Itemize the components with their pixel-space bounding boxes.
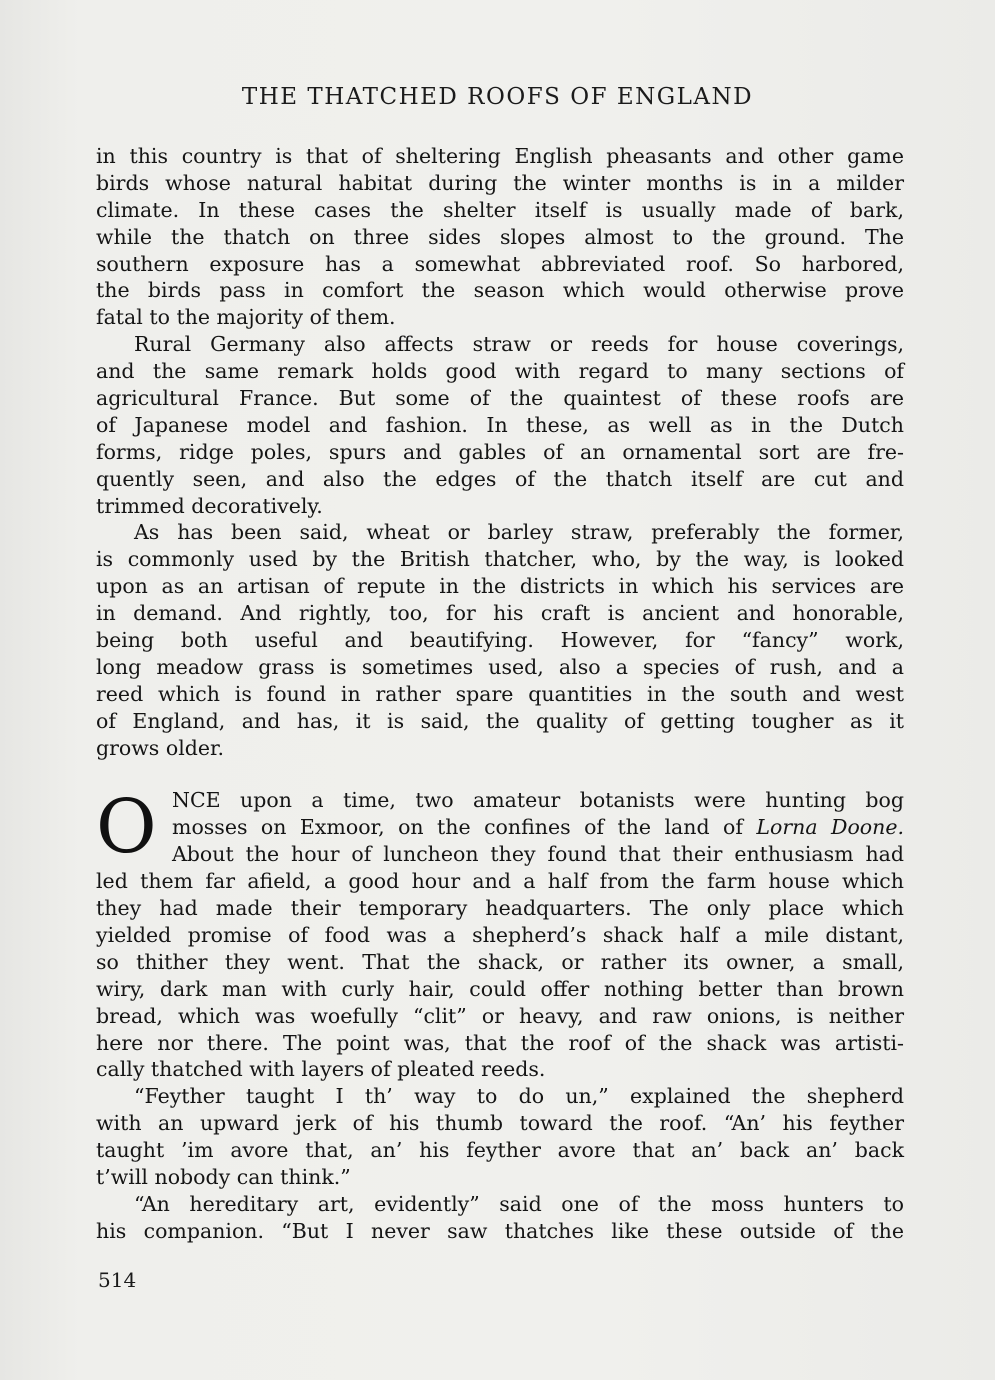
text-line: and the same remark holds good with regard to many sections of [96, 359, 904, 384]
text-line: long meadow grass is sometimes used, also a species of rush, and a [96, 654, 904, 679]
drop-cap: O [96, 784, 157, 870]
paragraph [96, 1083, 904, 1191]
running-head: THE THATCHED ROOFS OF ENGLAND [241, 84, 754, 110]
text-line: NCE upon a time, two amateur botanists were hunting bog [172, 788, 904, 813]
text-line: cally thatched with layers of pleated reeds. [96, 1057, 546, 1082]
text-line: birds whose natural habitat during the winter months is in a milder [96, 170, 904, 195]
text-line: southern exposure has a somewhat abbreviated roof. So harbored, [96, 251, 904, 276]
text-line: yielded promise of food was a shepherd’s shack half a mile distant, [96, 922, 904, 947]
text-line: bread, which was woefully “clit” or heavy, and raw onions, is neither [96, 1003, 904, 1028]
text-line: in demand. And rightly, too, for his craft is ancient and honorable, [96, 601, 904, 626]
text-line: upon as an artisan of repute in the districts in which his services are [96, 574, 904, 599]
text-line: trimmed decoratively. [96, 493, 323, 518]
text-line: taught ’im avore that, an’ his feyther avore that an’ back an’ back [96, 1138, 904, 1163]
paragraph [96, 331, 904, 519]
text-line: they had made their temporary headquarters. The only place which [96, 896, 904, 921]
text-line: of England, and has, it is said, the quality of getting tougher as it [96, 708, 904, 733]
page-number: 514 [98, 1268, 137, 1292]
text-line: in this country is that of sheltering English pheasants and other game [96, 144, 904, 168]
text-line: so thither they went. That the shack, or rather its owner, a small, [96, 949, 904, 974]
text-line: climate. In these cases the shelter itself is usually made of bark, [96, 197, 904, 222]
text-line: agricultural France. But some of the quaintest of these roofs are [96, 386, 904, 411]
text-line: quently seen, and also the edges of the thatch itself are cut and [96, 466, 904, 491]
text-line: being both useful and beautifying. However, for “fancy” work, [96, 628, 904, 653]
text-line: of Japanese model and fashion. In these, as well as in the Dutch [96, 412, 904, 437]
text-line: here nor there. The point was, that the roof of the shack was artisti- [96, 1030, 904, 1055]
text-line: Rural Germany also affects straw or reeds for house coverings, [134, 332, 904, 357]
text-line: with an upward jerk of his thumb toward the roof. “An’ his feyther [96, 1111, 904, 1136]
text-line: wiry, dark man with curly hair, could offer nothing better than brown [96, 976, 904, 1001]
text-line: is commonly used by the British thatcher, who, by the way, is looked [96, 547, 904, 572]
text-line: As has been said, wheat or barley straw, preferably the former, [134, 520, 904, 545]
text-line: “Feyther taught I th’ way to do un,” explained the shepherd [134, 1084, 904, 1109]
paragraph [96, 784, 904, 1083]
text-line: led them far afield, a good hour and a half from the farm house which [96, 869, 904, 894]
paragraph [96, 519, 904, 761]
text-line: About the hour of luncheon they found that their enthusiasm had [172, 842, 904, 867]
text-line: while the thatch on three sides slopes almost to the ground. The [96, 224, 904, 249]
paragraph [96, 1191, 904, 1245]
body-text [96, 143, 904, 1245]
text-line: grows older. [96, 735, 225, 760]
text-line: fatal to the majority of them. [96, 305, 396, 330]
text-segment: mosses on Exmoor, on the confines of the land of [172, 815, 743, 840]
text-line [96, 814, 904, 841]
text-line: reed which is found in rather spare quantities in the south and west [96, 681, 904, 706]
text-line: t’will nobody can think.” [96, 1164, 351, 1189]
text-line: his companion. “But I never saw thatches like these outside of the [96, 1218, 904, 1243]
text-line: the birds pass in comfort the season which would otherwise prove [96, 278, 904, 303]
text-line: “An hereditary art, evidently” said one of the moss hunters to [134, 1191, 904, 1216]
paragraph [96, 143, 904, 331]
section-break [96, 761, 904, 787]
book-title: Lorna Doone. [756, 815, 904, 840]
text-line: forms, ridge poles, spurs and gables of an ornamental sort are fre- [96, 439, 904, 464]
